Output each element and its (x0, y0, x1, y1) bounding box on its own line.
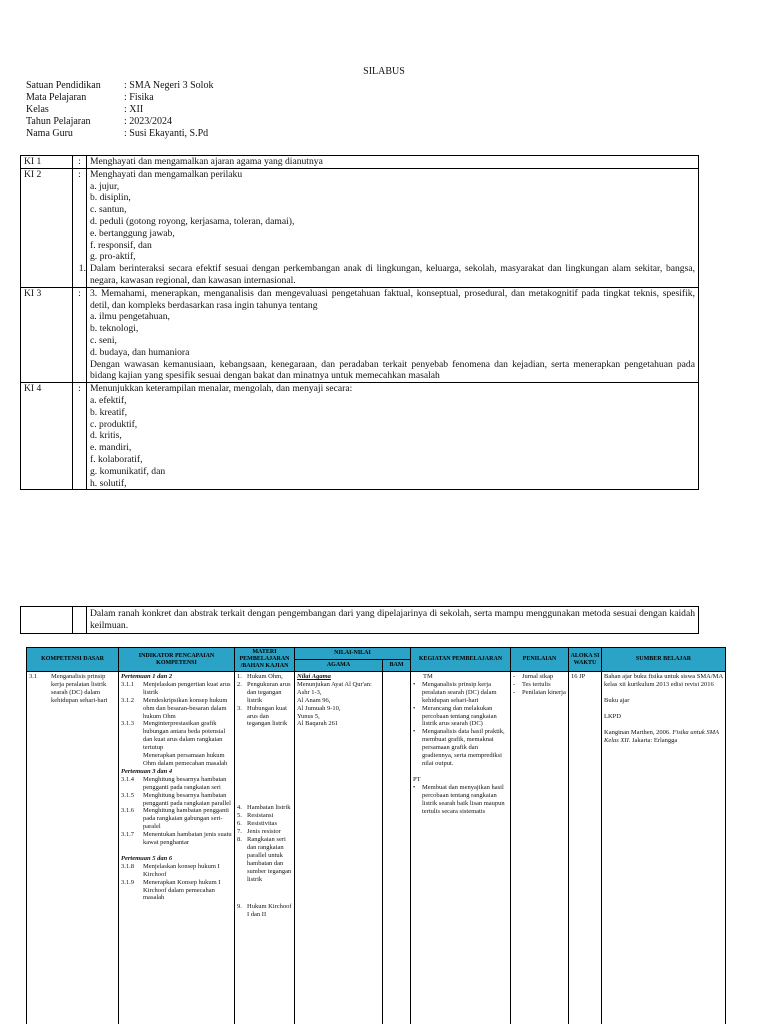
sumber-paragraph: Buku ajar (604, 696, 630, 704)
agama-line: Menunjukan Ayat Al Qur'an: (297, 680, 372, 688)
indicator-text: Menjelaskan konsep hukum I Kirchoof (143, 862, 220, 878)
ki2-line: c. santun, (90, 204, 127, 216)
agama-cell (295, 672, 383, 1024)
sumber-paragraph: Bahan ajar buku fisika untuk siswa SMA/MA kelas xii kurikulum 2013 edisi revisi 2016 (604, 673, 723, 688)
materi-text: Resistansi (247, 812, 274, 820)
syllabus-row (27, 672, 726, 1024)
indicator-number: 3.1.9 (121, 878, 134, 886)
ki4-line: f. kolaboratif, (90, 453, 143, 465)
ki1-colon: : (73, 156, 87, 169)
ki4-line: Menunjukkan keterampilan menalar, mengolah, dan menyaji secara: (90, 383, 353, 395)
agama-line: Yunus 5, (297, 712, 320, 720)
syllabus-table (26, 647, 726, 1024)
indicator-number: 3.1.8 (121, 862, 134, 870)
info-value: : SMA Negeri 3 Solok (124, 80, 214, 91)
indicator-number: 3.1.1 (121, 680, 134, 688)
ki3-line: d. budaya, dan humaniora (90, 346, 190, 358)
agama-title: Nilai Agama (297, 673, 331, 680)
kd-number: 3.1 (29, 673, 38, 680)
materi-item (237, 820, 292, 828)
ki2-number: 1. (78, 263, 86, 275)
info-row (26, 104, 213, 116)
indicator-item (121, 697, 232, 721)
materi-text: Pengukuran arus dan tegangan listrik (247, 680, 291, 704)
ki4-label: KI 4 (21, 383, 73, 490)
ki4-line: d. kritis, (90, 430, 122, 442)
info-value: : XII (124, 104, 144, 115)
indicator-text: Menerapkan Konsep hukum I Kirchoof dalam pemecahan masalah (143, 878, 221, 902)
indicator-text: Menghitung besarnya hambatan pengganti pada rangkaian parallel (143, 791, 231, 807)
materi-item (237, 804, 292, 812)
info-row (26, 128, 213, 140)
penilaian-cell (511, 672, 569, 1024)
ki3-row (21, 287, 699, 382)
header-kegiatan: KEGIATAN PEMBELAJARAN (411, 648, 511, 672)
meeting-heading: Pertemuan 5 dan 6 (121, 854, 173, 862)
materi-text: Hubungan kuat arus dan tegangan listrik (247, 704, 288, 728)
indicator-item (121, 752, 232, 768)
indicator-number: 3.1.6 (121, 807, 134, 815)
header-alokasi: ALOKA SI WAKTU (569, 648, 602, 672)
indicator-item (121, 863, 232, 879)
info-label: Nama Guru (26, 128, 73, 139)
ki2-marker-cell (73, 168, 87, 287)
ki4-line: b. kreatif, (90, 406, 128, 418)
meeting-heading: Pertemuan 3 dan 4 (121, 767, 173, 775)
ki1-text: Menghayati dan mengamalkan ajaran agama yang dianutnya (87, 156, 699, 169)
sumber-cell (602, 672, 726, 1024)
ki2-row (21, 168, 699, 287)
ki4-content (87, 383, 699, 490)
materi-item (237, 673, 292, 681)
indicator-text: Menginterprestasikan grafik hubungan antara beda potensial dan kuat arus dalam rangkaian tertutup (143, 720, 226, 752)
ki4-line: c. produktif, (90, 418, 138, 430)
header-bam: BAM (383, 660, 411, 672)
info-row (26, 116, 213, 128)
indicator-text: Menentukan hambatan jenis suatu kawat penghantar (143, 831, 232, 847)
ki2-line: Menghayati dan mengamalkan perilaku (90, 168, 243, 180)
materi-item (237, 681, 292, 705)
indicator-text: Menerapkan persamaan hukum Ohm dalam pemecahan masalah (143, 752, 228, 767)
info-value: : Susi Ekayanti, S.Pd (124, 128, 209, 139)
materi-number: 5. (237, 812, 242, 820)
materi-number: 8. (237, 835, 242, 843)
materi-item (237, 903, 292, 919)
header-sumber: SUMBER BELAJAR (602, 648, 726, 672)
ki2-label: KI 2 (21, 168, 73, 287)
materi-number: 3. (237, 704, 242, 712)
document-title: SILABUS (363, 66, 405, 77)
ki2-line: f. responsif, dan (90, 239, 152, 251)
continuation-empty-marker (73, 607, 87, 634)
info-value: : Fisika (124, 92, 154, 103)
info-row (26, 80, 213, 92)
header-penilaian: PENILAIAN (511, 648, 569, 672)
sumber-reference: Kanginan Marthen, 2006. Fisika untuk SMA Kelas XII. Jakarta: Erlangga (604, 728, 719, 744)
materi-text: Hukum Kirchoof I dan II (247, 903, 292, 919)
ki2-line: e. bertanggung jawab, (90, 227, 175, 239)
materi-text: Jenis resistor (247, 828, 281, 836)
materi-item (237, 836, 292, 883)
materi-text: Hukum Ohm, (247, 673, 283, 680)
kegiatan-tm-label: TM (423, 673, 433, 680)
ki2-content (87, 168, 699, 287)
materi-item (237, 828, 292, 836)
penilaian-item: - Penilaian kinerja (513, 688, 566, 696)
ki2-line: g. pro-aktif, (90, 251, 136, 263)
continuation-empty-label (21, 607, 73, 634)
indicator-item (121, 807, 232, 831)
kegiatan-item: • Menganalisis prinsip kerja peralatan searah (DC) dalam kehidupan sehari-hari (413, 680, 497, 704)
materi-text: Rangkaian seri dan rangkaian parallel untuk hambatan dan sumber tegangan listrik (247, 835, 292, 883)
materi-number: 4. (237, 804, 242, 812)
indicator-item (121, 681, 232, 697)
ki3-line: a. ilmu pengetahuan, (90, 311, 170, 323)
indicator-item (121, 831, 232, 847)
materi-number: 1. (237, 673, 242, 680)
materi-number: 2. (237, 680, 242, 688)
materi-text: Hambatan listrik (247, 804, 291, 812)
header-materi: MATERI PEMBELAJARAN /BAHAN KAJIAN (235, 648, 295, 672)
info-label: Tahun Pelajaran (26, 116, 91, 127)
ki4-row (21, 383, 699, 490)
materi-number: 9. (237, 903, 242, 911)
spacer (121, 847, 232, 855)
kd-cell (27, 672, 119, 1024)
ki3-content (87, 287, 699, 382)
indicator-number (121, 752, 143, 768)
header-ipk: INDIKATOR PENCAPAIAN KOMPETENSI (119, 648, 235, 672)
materi-item (237, 812, 292, 820)
info-row (26, 92, 213, 104)
ki4-line: a. efektif, (90, 394, 127, 406)
agama-line: Al Anam 96, (297, 696, 331, 704)
materi-item (237, 705, 292, 729)
indicator-text: Menjelaskan pengertian kuat arus listrik (143, 680, 231, 696)
syllabus-header-row (27, 648, 726, 660)
ki3-colon: : (73, 287, 87, 382)
kegiatan-pt-label: PT (413, 775, 421, 783)
header-kd: KOMPETENSI DASAR (27, 648, 119, 672)
info-label: Mata Pelajaran (26, 92, 87, 103)
indicator-item (121, 720, 232, 752)
meeting-heading: Pertemuan 1 dan 2 (121, 673, 173, 680)
kegiatan-item: • Merancang dan melakukan percobaan tentang rangkaian listrik arus searah (DC) (413, 704, 497, 728)
ki3-paragraph: Dengan wawasan kemanusiaan, kebangsaan, kenegaraan, dan peradaban terkait penyebab fenomena dan kejadian, serta menerapkan pengetahuan pada bidang kajian yang spesifik sesuai dengan bakat dan minatnya untuk memecahkan masalah (90, 358, 695, 382)
indicator-number: 3.1.4 (121, 775, 134, 783)
kegiatan-item: • Membuat dan menyajikan hasil percobaan tentang rangkaian listrik searah baik lisan maupun tertulis secara sistematis (413, 783, 505, 815)
materi-text: Resistivitas (247, 820, 277, 828)
indicator-item (121, 879, 232, 903)
indicator-text: Mendeskripsikan konsep hukum ohm dan besaran-besaran dalam hukum Ohm (143, 696, 228, 720)
penilaian-item: - Tes tertulis (513, 680, 551, 688)
info-value: : 2023/2024 (124, 116, 173, 127)
materi-number: 6. (237, 820, 242, 828)
ki4-continuation-table (20, 606, 699, 634)
ki2-colon: : (78, 168, 81, 180)
indicator-number: 3.1.2 (121, 696, 134, 704)
ki3-label: KI 3 (21, 287, 73, 382)
header-agama: AGAMA (295, 660, 383, 672)
info-label: Satuan Pendidikan (26, 80, 101, 91)
ki2-paragraph: Dalam berinteraksi secara efektif sesuai dengan perkembangan anak di lingkungan, keluarga, sekolah, masyarakat dan lingkungan alam sekitar, bangsa, negara, kawasan regional, dan kawasan internasional. (90, 263, 695, 286)
alokasi-cell: 16 JP (569, 672, 602, 1024)
indicator-item (121, 776, 232, 792)
indicator-text: Menghitung hambatan pengganti pada rangkaian gabungan seri-paralel (143, 807, 229, 831)
ki3-line: b. teknologi, (90, 323, 139, 335)
ki2-line: a. jujur, (90, 180, 120, 192)
ki4-colon: : (73, 383, 87, 490)
ki1-row (21, 156, 699, 169)
ki1-label: KI 1 (21, 156, 73, 169)
agama-line: Ashr 1-3, (297, 688, 322, 696)
continuation-row (21, 607, 699, 634)
sumber-paragraph: LKPD (604, 712, 621, 720)
indicator-number: 3.1.5 (121, 791, 134, 799)
indicator-number: 3.1.7 (121, 831, 134, 839)
bam-cell (383, 672, 411, 1024)
ki3-intro: 3. Memahami, menerapkan, menganalisis dan mengevaluasi pengetahuan faktual, konseptual, prosedural, dan metakognitif pada tingkat teknis, spesifik, detil, dan kompleks berdasarkan rasa ingin tahunya tentang (90, 287, 695, 311)
materi-cell (235, 672, 295, 1024)
header-nilai: NILAI-NILAI (295, 648, 411, 660)
kegiatan-item: • Menganalisis data hasil praktik, membuat grafik, memaknai persamaan grafik dan gradiennya, serta memprediksi nilai output. (413, 728, 505, 767)
kd-text: Menganalisis prinsip kerja peralatan listrik searah (DC) dalam kehidupan sehari-hari (51, 673, 108, 704)
indicator-item (121, 792, 232, 808)
ki4-line: e. mandiri, (90, 442, 132, 454)
kegiatan-cell (411, 672, 511, 1024)
indicator-text: Menghitung besarnya hambatan pengganti pada rangkaian seri (143, 775, 227, 791)
ki4-line: g. komunikatif, dan (90, 465, 166, 477)
ipk-cell (119, 672, 235, 1024)
ki2-line: b. disiplin, (90, 192, 131, 204)
agama-line: Al Jumuah 9-10, (297, 704, 341, 712)
indicator-number: 3.1.3 (121, 720, 134, 728)
continuation-text: Dalam ranah konkret dan abstrak terkait dengan pengembangan dari yang dipelajarinya di sekolah, serta mampu menggunakan metoda sesuai dengan kaidah keilmuan. (87, 607, 699, 634)
core-competency-table (20, 155, 699, 490)
materi-number: 7. (237, 828, 242, 836)
agama-line: Al Baqarah 261 (297, 720, 339, 728)
penilaian-item: - Jurnal sikap (513, 673, 554, 680)
ki4-line: h. solutif, (90, 477, 127, 489)
info-label: Kelas (26, 104, 49, 115)
ki2-line: d. peduli (gotong royong, kerjasama, toleran, damai), (90, 215, 295, 227)
identity-block (26, 80, 213, 140)
ki3-line: c. seni, (90, 334, 117, 346)
